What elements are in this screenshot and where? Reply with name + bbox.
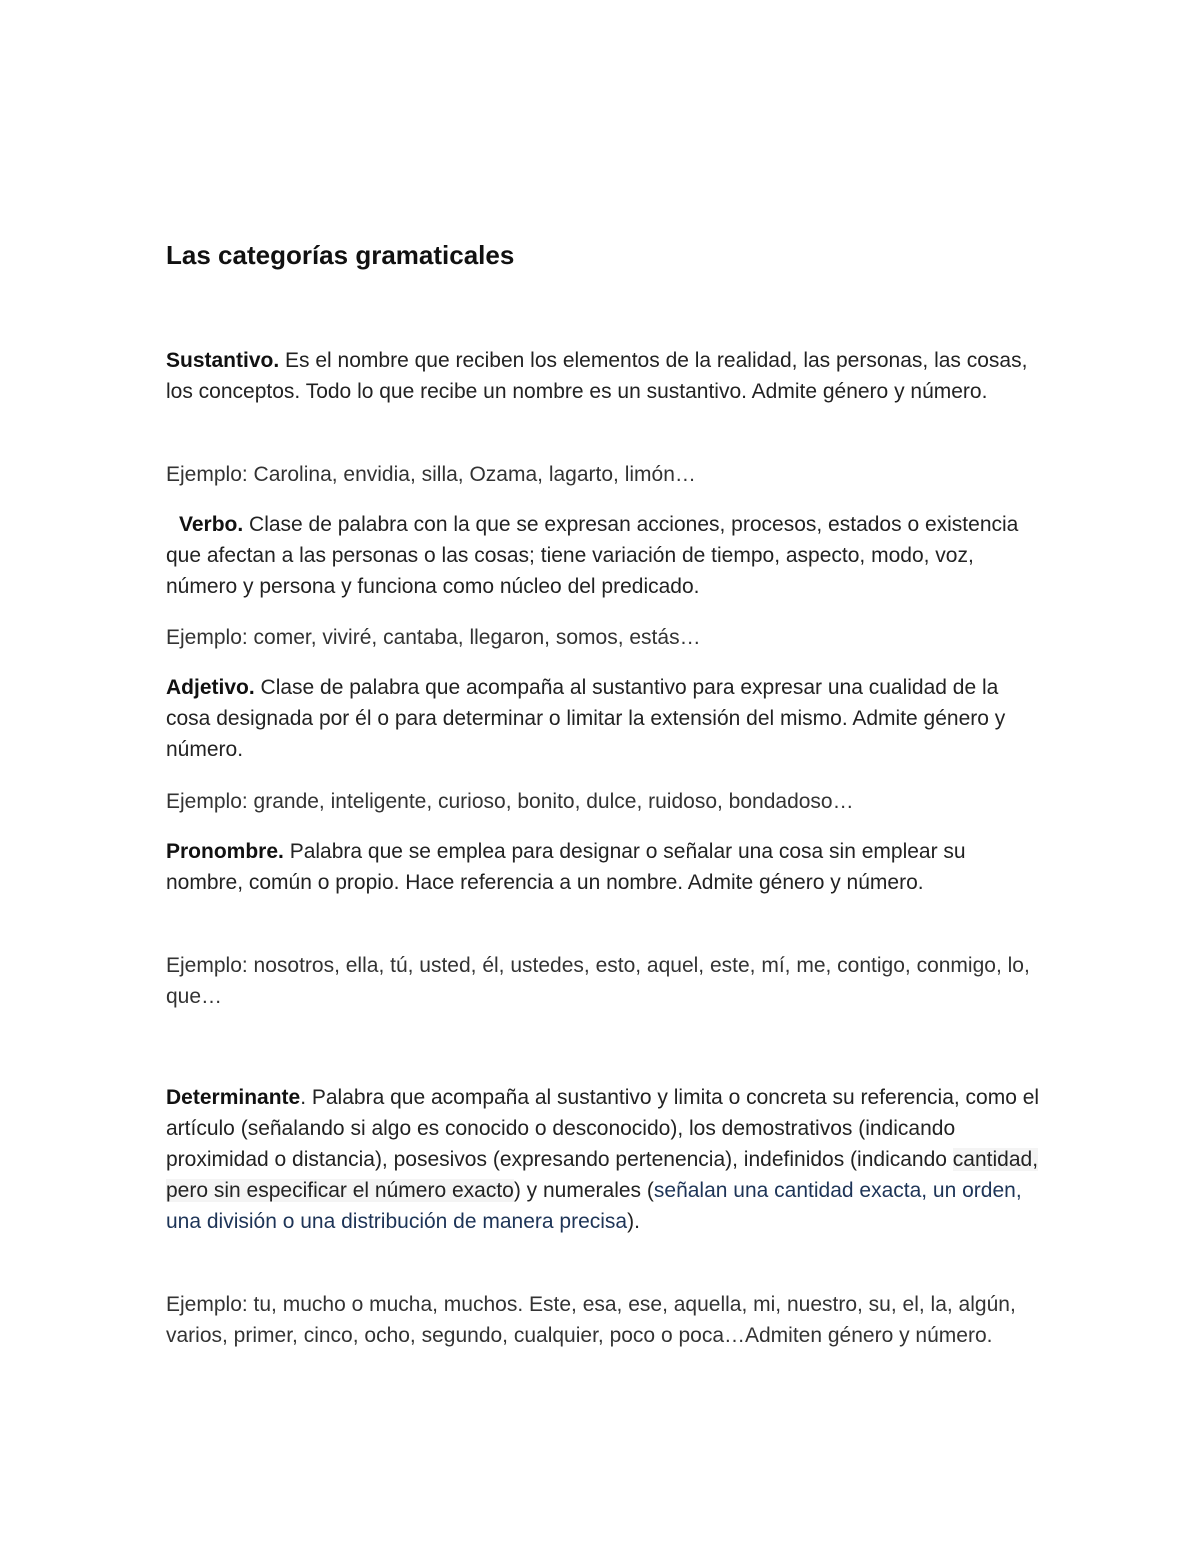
determinante-term: Determinante — [166, 1086, 301, 1109]
verbo-definition: Clase de palabra con la que se expresan acciones, procesos, estados o existencia que afectan a las personas o las cosas; tiene variación de tiempo, aspecto, modo, voz, número y persona y funciona como núcleo del predicado. — [166, 513, 1019, 598]
determinante-definition-part3: ). — [627, 1210, 640, 1233]
determinante-definition-part1: . Palabra que acompaña al sustantivo y limita o concreta su referencia, como el artículo (señalando si algo es conocido o desconocido), los demostrativos (indicando proximidad o distancia), posesivos (expresando pertenencia), indefinidos (indicando — [166, 1086, 1040, 1171]
verbo-term: Verbo. — [179, 513, 244, 536]
pronombre-term: Pronombre. — [166, 840, 284, 863]
adjetivo-example: Ejemplo: grande, inteligente, curioso, bonito, dulce, ruidoso, bondadoso… — [166, 790, 854, 813]
determinante-definition-blue: señalan una cantidad exacta, un orden, una división o una distribución de manera precisa — [166, 1179, 1022, 1233]
adjetivo-term: Adjetivo. — [166, 676, 255, 699]
determinante-definition-highlight: cantidad, pero sin especificar el número exacto — [166, 1148, 1039, 1202]
verbo-paragraph — [166, 509, 1046, 602]
pronombre-definition: Palabra que se emplea para designar o señalar una cosa sin emplear su nombre, común o propio. Hace referencia a un nombre. Admite género y número. — [166, 840, 966, 894]
pronombre-example: Ejemplo: nosotros, ella, tú, usted, él, ustedes, esto, aquel, este, mí, me, contigo, conmigo, lo, que… — [166, 954, 1030, 1008]
sustantivo-definition: Es el nombre que reciben los elementos de la realidad, las personas, las cosas, los conceptos. Todo lo que recibe un nombre es un sustantivo. Admite género y número. — [166, 349, 1028, 403]
determinante-paragraph — [166, 1082, 1046, 1237]
pronombre-paragraph — [166, 836, 1046, 898]
verbo-example: Ejemplo: comer, viviré, cantaba, llegaron, somos, estás… — [166, 626, 701, 649]
adjetivo-definition: Clase de palabra que acompaña al sustantivo para expresar una cualidad de la cosa designada por él o para determinar o limitar la extensión del mismo. Admite género y número. — [166, 676, 1006, 761]
document-title: Las categorías gramaticales — [166, 240, 515, 270]
sustantivo-example: Ejemplo: Carolina, envidia, silla, Ozama, lagarto, limón… — [166, 463, 696, 486]
adjetivo-paragraph — [166, 672, 1046, 765]
sustantivo-term: Sustantivo. — [166, 349, 280, 372]
determinante-definition-part2: ) y numerales ( — [513, 1179, 654, 1202]
determinante-example: Ejemplo: tu, mucho o mucha, muchos. Este, esa, ese, aquella, mi, nuestro, su, el, la, algún, varios, primer, cinco, ocho, segundo, cualquier, poco o poca…Admiten género y número. — [166, 1293, 1016, 1347]
sustantivo-paragraph — [166, 345, 1046, 407]
